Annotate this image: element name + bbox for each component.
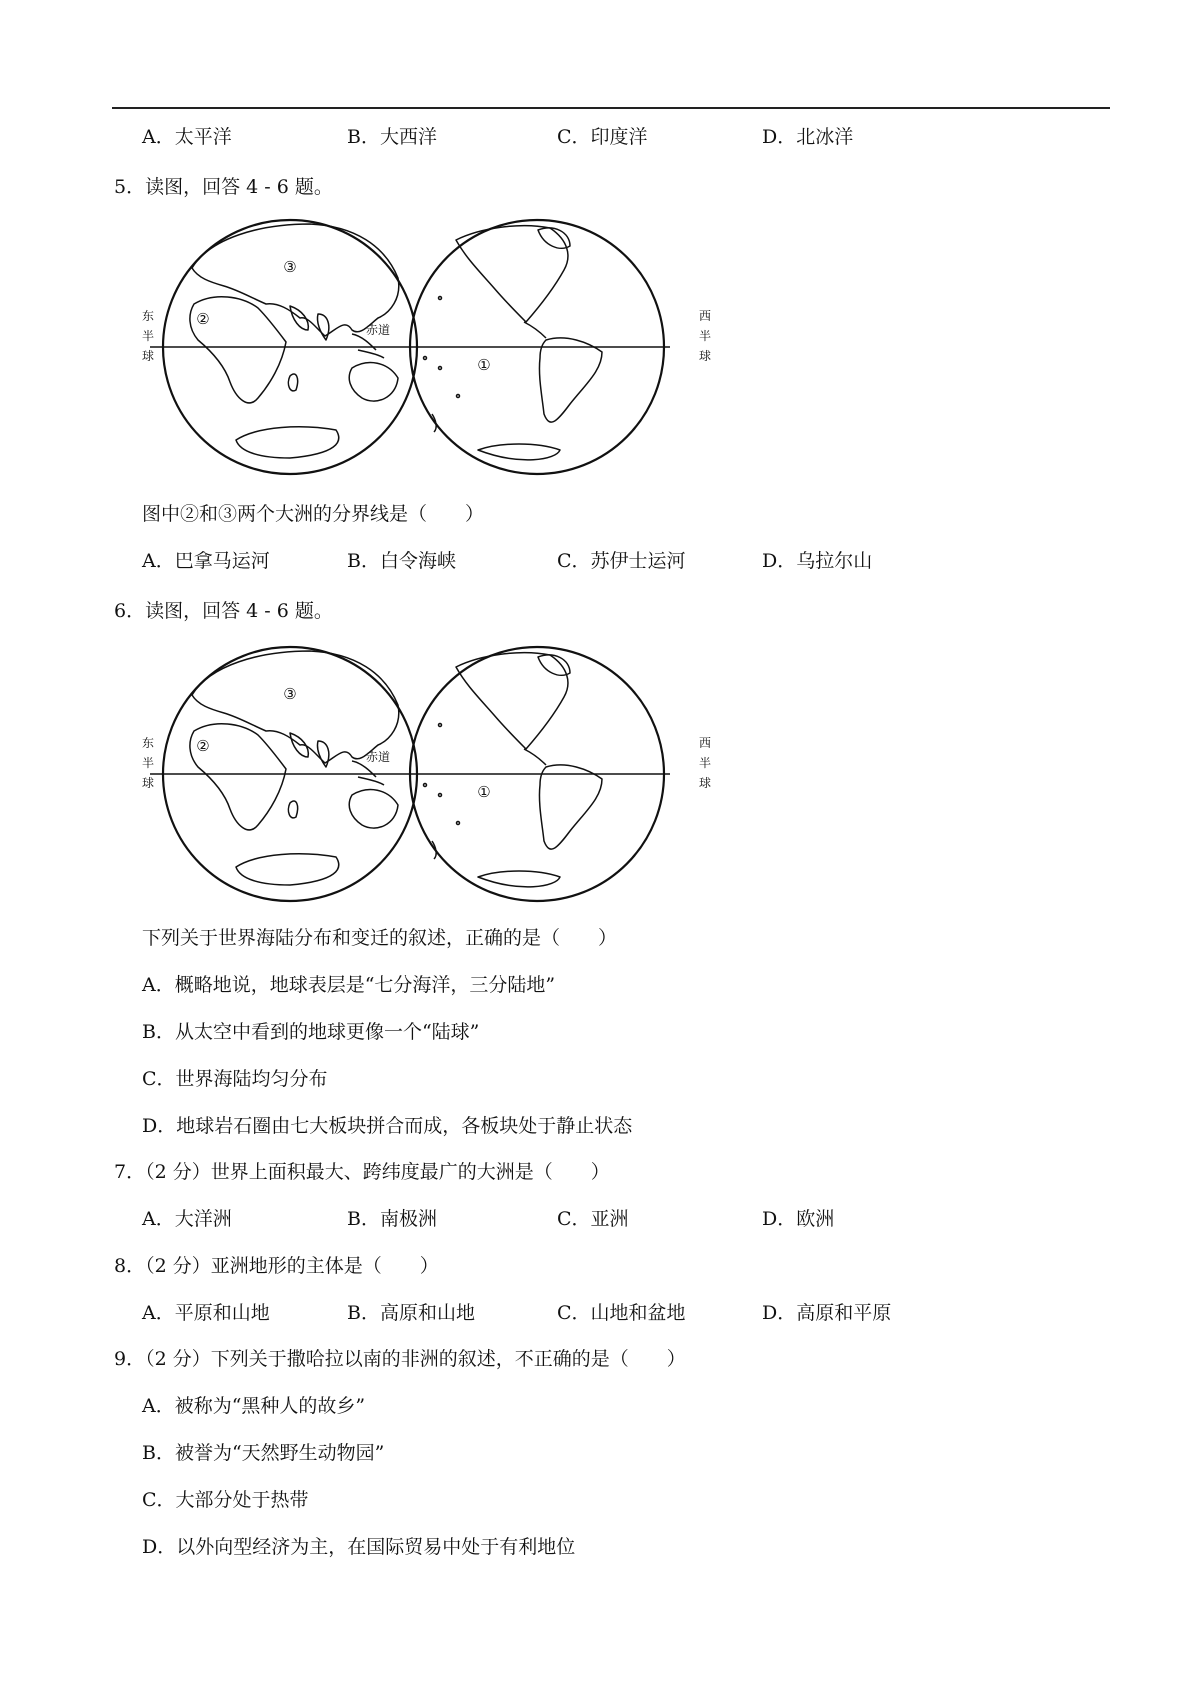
q8-options: [142, 1300, 1042, 1326]
q9-option-a[interactable]: A．被称为“黑种人的故乡”: [142, 1395, 366, 1417]
map-label-west-3: 球: [698, 776, 712, 790]
map-label-equator: 赤道: [365, 323, 391, 337]
q9-option-d[interactable]: D．以外向型经济为主，在国际贸易中处于有利地位: [142, 1536, 576, 1558]
q6-option-c[interactable]: C．世界海陆均匀分布: [142, 1068, 328, 1090]
q5-options: [142, 548, 1042, 574]
q8-option-b[interactable]: B．高原和山地: [347, 1302, 475, 1324]
q8-option-d[interactable]: D．高原和平原: [762, 1302, 892, 1324]
q5-question: 图中②和③两个大洲的分界线是（ ）: [142, 503, 485, 525]
top-rule: [112, 107, 1110, 109]
map-label-east-3: 球: [141, 776, 155, 790]
q4-options: [142, 124, 1042, 150]
q6-question: 下列关于世界海陆分布和变迁的叙述，正确的是（ ）: [142, 927, 618, 949]
q8-option-a[interactable]: A．平原和山地: [142, 1302, 270, 1324]
q4-option-d[interactable]: D．北冰洋: [762, 126, 854, 148]
q8-option-c[interactable]: C．山地和盆地: [557, 1302, 686, 1324]
map-label-2: ②: [196, 737, 210, 755]
q6-stem: 6．读图，回答 4 - 6 题。: [114, 600, 333, 622]
q7-option-c[interactable]: C．亚洲: [557, 1208, 629, 1230]
q6-option-d[interactable]: D．地球岩石圈由七大板块拼合而成，各板块处于静止状态: [142, 1115, 633, 1137]
q7-option-d[interactable]: D．欧洲: [762, 1208, 835, 1230]
q5-option-b[interactable]: B．白令海峡: [347, 550, 456, 572]
map-label-west-1: 西: [698, 736, 712, 750]
q6-hemisphere-map: [140, 645, 720, 907]
q6-hemisphere-map-svg: [140, 645, 720, 907]
q4-option-b[interactable]: B．大西洋: [347, 126, 437, 148]
q4-option-c[interactable]: C．印度洋: [557, 126, 648, 148]
q6-option-a[interactable]: A．概略地说，地球表层是“七分海洋，三分陆地”: [142, 974, 556, 996]
q5-hemisphere-map-svg: [140, 218, 720, 480]
q7-options: [142, 1206, 1042, 1232]
map-label-1: ①: [477, 356, 491, 374]
q4-option-a[interactable]: A．太平洋: [142, 126, 232, 148]
q5-hemisphere-map: [140, 218, 720, 480]
map-label-east-1: 东: [141, 736, 155, 750]
map-label-3: ③: [283, 685, 297, 703]
map-label-3: ③: [283, 258, 297, 276]
map-label-2: ②: [196, 310, 210, 328]
q8-stem: 8．（2 分）亚洲地形的主体是（ ）: [114, 1255, 439, 1277]
map-label-east-3: 球: [141, 349, 155, 363]
q7-option-a[interactable]: A．大洋洲: [142, 1208, 232, 1230]
map-label-east-2: 半: [141, 756, 155, 770]
q5-option-d[interactable]: D．乌拉尔山: [762, 550, 873, 572]
q9-stem: 9．（2 分）下列关于撒哈拉以南的非洲的叙述，不正确的是（ ）: [114, 1348, 686, 1370]
map-label-west-2: 半: [698, 329, 712, 343]
q7-option-b[interactable]: B．南极洲: [347, 1208, 437, 1230]
map-label-west-3: 球: [698, 349, 712, 363]
map-label-west-2: 半: [698, 756, 712, 770]
q7-stem: 7．（2 分）世界上面积最大、跨纬度最广的大洲是（ ）: [114, 1161, 610, 1183]
map-label-equator: 赤道: [365, 750, 391, 764]
q5-option-a[interactable]: A．巴拿马运河: [142, 550, 270, 572]
q9-option-b[interactable]: B．被誉为“天然野生动物园”: [142, 1442, 385, 1464]
q6-option-b[interactable]: B．从太空中看到的地球更像一个“陆球”: [142, 1021, 480, 1043]
map-label-east-1: 东: [141, 309, 155, 323]
q5-option-c[interactable]: C．苏伊士运河: [557, 550, 686, 572]
map-label-west-1: 西: [698, 309, 712, 323]
q5-stem: 5．读图，回答 4 - 6 题。: [114, 176, 333, 198]
q9-option-c[interactable]: C．大部分处于热带: [142, 1489, 309, 1511]
map-label-east-2: 半: [141, 329, 155, 343]
map-label-1: ①: [477, 783, 491, 801]
